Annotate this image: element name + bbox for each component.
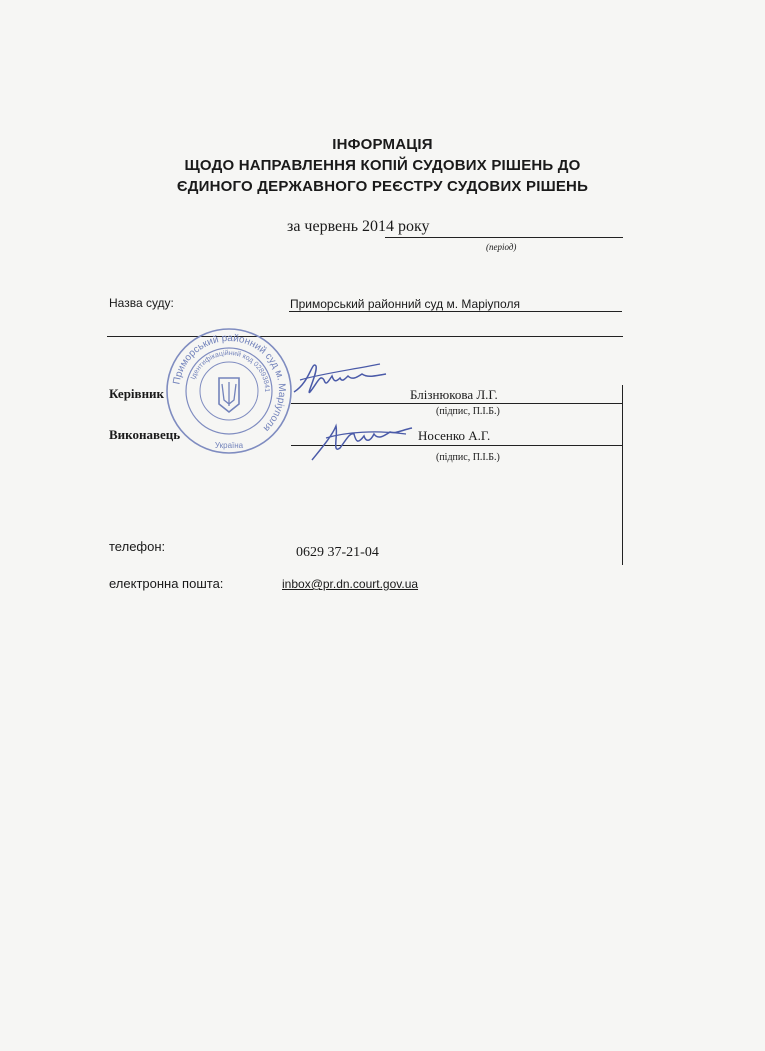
svg-text:Україна: Україна	[214, 441, 244, 450]
court-stamp	[164, 326, 294, 456]
head-signature	[290, 352, 390, 402]
svg-text:Приморський районний суд м. Ма: Приморський районний суд м. Маріуполя	[171, 332, 288, 434]
email-link[interactable]: inbox@pr.dn.court.gov.ua	[282, 577, 419, 591]
head-name: Блізнюкова Л.Г.	[410, 387, 498, 402]
executor-hint: (підпис, П.І.Б.)	[436, 452, 500, 463]
head-hint: (підпис, П.І.Б.)	[436, 406, 500, 417]
title-line-3: ЄДИНОГО ДЕРЖАВНОГО РЕЄСТРУ СУДОВИХ РІШЕНЬ	[176, 178, 589, 195]
court-underline	[289, 311, 622, 312]
title-line-2: ЩОДО НАПРАВЛЕННЯ КОПІЙ СУДОВИХ РІШЕНЬ ДО	[184, 157, 581, 174]
court-label: Назва суду:	[109, 296, 174, 310]
svg-text:Ідентифікаційний код 02893841: Ідентифікаційний код 02893841	[190, 349, 271, 393]
executor-label: Виконавець	[109, 427, 181, 442]
court-name: Приморський районний суд м. Маріуполя	[290, 297, 520, 311]
right-border	[622, 385, 623, 565]
head-signature-line	[291, 403, 622, 404]
executor-name: Носенко А.Г.	[418, 428, 491, 443]
head-label: Керівник	[109, 386, 165, 401]
title-line-1: ІНФОРМАЦІЯ	[332, 136, 433, 153]
email-label: електронна пошта:	[109, 576, 224, 591]
report-period: за червень 2014 року	[287, 218, 430, 235]
phone-label: телефон:	[109, 539, 166, 554]
executor-signature	[306, 414, 416, 466]
phone-value: 0629 37-21-04	[296, 545, 379, 560]
period-hint: (період)	[486, 242, 517, 252]
period-underline	[385, 237, 623, 238]
